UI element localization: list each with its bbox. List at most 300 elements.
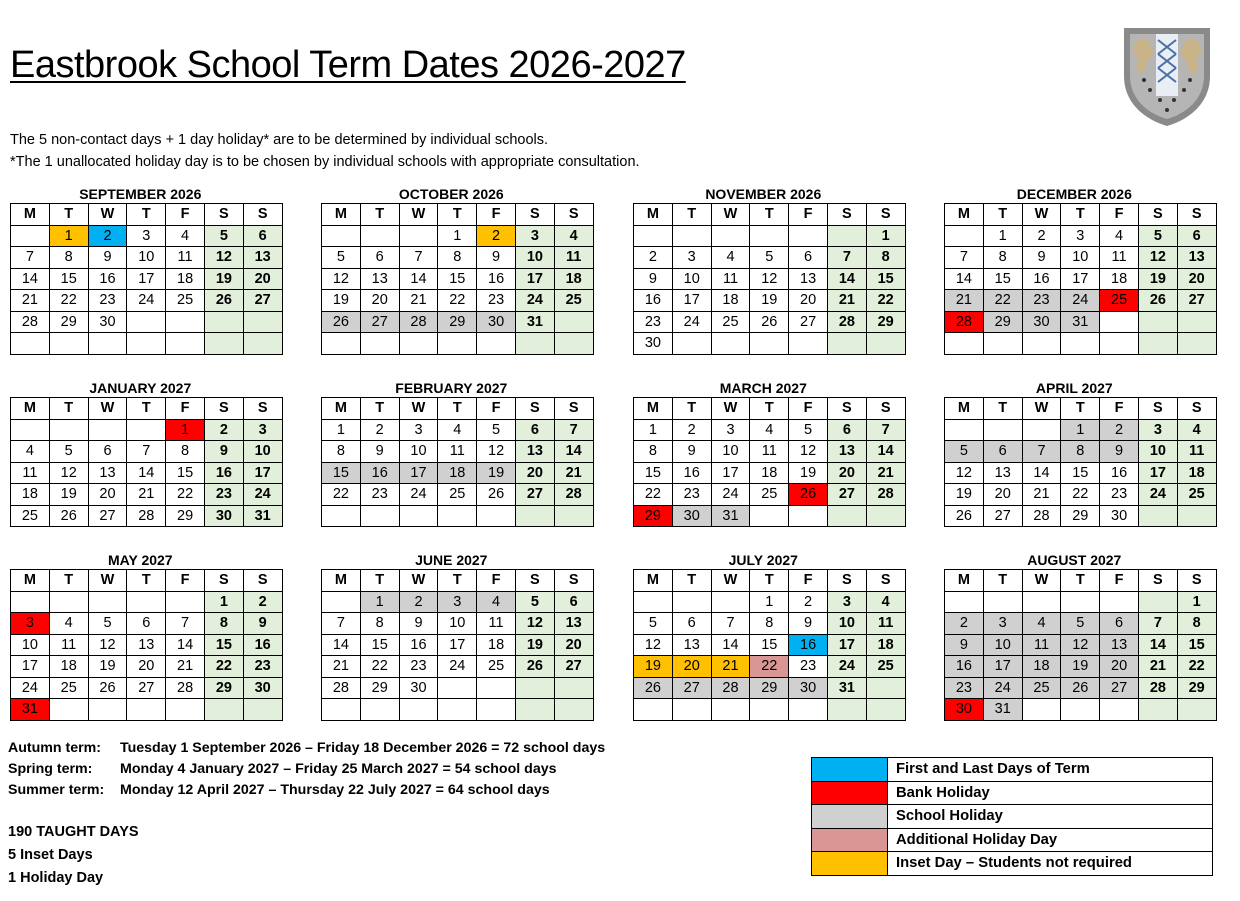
- empty-cell: [127, 699, 166, 721]
- day-cell: 15: [983, 268, 1022, 290]
- legend-swatch-additional-holiday: [812, 828, 888, 852]
- empty-cell: [945, 333, 984, 355]
- day-cell: 20: [243, 268, 282, 290]
- legend-row-bank-holiday: [812, 781, 1213, 805]
- empty-cell: [515, 699, 554, 721]
- day-cell: 18: [166, 268, 205, 290]
- day-cell: 4: [750, 419, 789, 441]
- day-cell: 5: [322, 247, 361, 269]
- day-cell: 2: [1022, 225, 1061, 247]
- day-cell: 9: [1100, 441, 1139, 463]
- day-cell: 24: [243, 484, 282, 506]
- day-cell: 14: [11, 268, 50, 290]
- day-cell: 18: [1177, 462, 1216, 484]
- day-cell: 21: [166, 656, 205, 678]
- empty-cell: [1138, 699, 1177, 721]
- day-cell: 23: [672, 484, 711, 506]
- page-title: Eastbrook School Term Dates 2026-2027: [10, 44, 686, 86]
- week-row: [945, 699, 1217, 721]
- empty-cell: [1100, 591, 1139, 613]
- day-cell: 4: [49, 613, 88, 635]
- weekday-header: S: [204, 204, 243, 226]
- day-cell: 7: [866, 419, 905, 441]
- inset-days: 5 Inset Days: [8, 847, 93, 863]
- legend-swatch-school-holiday: [812, 805, 888, 829]
- day-cell: 19: [750, 290, 789, 312]
- day-cell: 20: [1100, 656, 1139, 678]
- weekday-header: M: [634, 204, 673, 226]
- day-cell: 17: [243, 462, 282, 484]
- day-cell: 9: [945, 634, 984, 656]
- day-cell: 15: [438, 268, 477, 290]
- day-cell: 21: [711, 656, 750, 678]
- day-cell: 29: [204, 677, 243, 699]
- weekday-header-row: [634, 398, 906, 420]
- empty-cell: [711, 591, 750, 613]
- day-cell: 8: [322, 441, 361, 463]
- legend-label: Bank Holiday: [888, 781, 1213, 805]
- week-row: [634, 634, 906, 656]
- day-cell: 4: [1177, 419, 1216, 441]
- day-cell: 10: [827, 613, 866, 635]
- week-row: [945, 656, 1217, 678]
- day-cell: 18: [554, 268, 593, 290]
- day-cell: 23: [945, 677, 984, 699]
- day-cell: 6: [983, 441, 1022, 463]
- empty-cell: [477, 333, 516, 355]
- day-cell: 16: [477, 268, 516, 290]
- day-cell: 26: [789, 484, 828, 506]
- weekday-header: M: [634, 570, 673, 592]
- day-cell: 4: [166, 225, 205, 247]
- empty-cell: [515, 505, 554, 527]
- day-cell: 16: [204, 462, 243, 484]
- day-cell: 7: [127, 441, 166, 463]
- weekday-header: F: [1100, 570, 1139, 592]
- empty-cell: [166, 699, 205, 721]
- day-cell: 24: [11, 677, 50, 699]
- day-cell: 1: [204, 591, 243, 613]
- day-cell: 30: [672, 505, 711, 527]
- day-cell: 22: [360, 656, 399, 678]
- empty-cell: [1177, 699, 1216, 721]
- weekday-header: S: [1138, 398, 1177, 420]
- term-label: Summer term:: [8, 782, 105, 798]
- day-cell: 23: [360, 484, 399, 506]
- month-table: [944, 569, 1217, 721]
- weekday-header: S: [1138, 204, 1177, 226]
- day-cell: 6: [88, 441, 127, 463]
- week-row: [322, 311, 594, 333]
- empty-cell: [1022, 591, 1061, 613]
- week-row: [634, 333, 906, 355]
- empty-cell: [322, 333, 361, 355]
- day-cell: 2: [945, 613, 984, 635]
- school-crest-logo: [1120, 24, 1214, 128]
- term-summer: [8, 780, 605, 801]
- day-cell: 14: [1138, 634, 1177, 656]
- weekday-header: T: [438, 398, 477, 420]
- day-cell: 16: [88, 268, 127, 290]
- week-row: [322, 484, 594, 506]
- day-cell: 26: [49, 505, 88, 527]
- weekday-header: M: [322, 398, 361, 420]
- day-cell: 25: [438, 484, 477, 506]
- empty-cell: [49, 591, 88, 613]
- empty-cell: [322, 591, 361, 613]
- day-cell: 19: [477, 462, 516, 484]
- day-cell: 5: [634, 613, 673, 635]
- day-cell: 12: [634, 634, 673, 656]
- day-cell: 6: [515, 419, 554, 441]
- weekday-header-row: [322, 204, 594, 226]
- day-cell: 2: [789, 591, 828, 613]
- day-cell: 27: [554, 656, 593, 678]
- empty-cell: [866, 333, 905, 355]
- day-cell: 28: [127, 505, 166, 527]
- day-cell: 25: [1022, 677, 1061, 699]
- day-cell: 21: [1138, 656, 1177, 678]
- day-cell: 28: [166, 677, 205, 699]
- day-cell: 27: [1177, 290, 1216, 312]
- day-cell: 27: [127, 677, 166, 699]
- empty-cell: [477, 699, 516, 721]
- week-row: [11, 419, 283, 441]
- empty-cell: [866, 677, 905, 699]
- week-row: [945, 225, 1217, 247]
- day-cell: 27: [983, 505, 1022, 527]
- day-cell: 30: [634, 333, 673, 355]
- day-cell: 17: [672, 290, 711, 312]
- empty-cell: [983, 333, 1022, 355]
- weekday-header: T: [127, 398, 166, 420]
- day-cell: 19: [1061, 656, 1100, 678]
- week-row: [11, 290, 283, 312]
- week-row: [634, 656, 906, 678]
- empty-cell: [789, 225, 828, 247]
- day-cell: 16: [243, 634, 282, 656]
- week-row: [11, 225, 283, 247]
- weekday-header-row: [11, 398, 283, 420]
- weekday-header: S: [554, 570, 593, 592]
- empty-cell: [11, 333, 50, 355]
- weekday-header: S: [1177, 398, 1216, 420]
- empty-cell: [1138, 591, 1177, 613]
- empty-cell: [127, 311, 166, 333]
- day-cell: 15: [1061, 462, 1100, 484]
- weekday-header: W: [88, 398, 127, 420]
- month-title: OCTOBER 2026: [398, 186, 504, 202]
- month-table: [633, 569, 906, 721]
- weekday-header: T: [127, 570, 166, 592]
- month-title: SEPTEMBER 2026: [79, 186, 202, 202]
- day-cell: 12: [322, 268, 361, 290]
- day-cell: 14: [127, 462, 166, 484]
- day-cell: 9: [204, 441, 243, 463]
- empty-cell: [438, 505, 477, 527]
- day-cell: 18: [1100, 268, 1139, 290]
- day-cell: 12: [477, 441, 516, 463]
- month-table: [633, 397, 906, 527]
- weekday-header: W: [711, 570, 750, 592]
- week-row: [634, 268, 906, 290]
- day-cell: 8: [983, 247, 1022, 269]
- day-cell: 2: [399, 591, 438, 613]
- week-row: [322, 677, 594, 699]
- day-cell: 9: [88, 247, 127, 269]
- day-cell: 11: [1022, 634, 1061, 656]
- week-row: [634, 290, 906, 312]
- day-cell: 31: [711, 505, 750, 527]
- empty-cell: [827, 699, 866, 721]
- week-row: [11, 462, 283, 484]
- month-title: MAY 2027: [107, 552, 173, 568]
- day-cell: 10: [983, 634, 1022, 656]
- legend: [811, 757, 1213, 876]
- day-cell: 12: [88, 634, 127, 656]
- day-cell: 25: [11, 505, 50, 527]
- day-cell: 20: [1177, 268, 1216, 290]
- day-cell: 6: [1100, 613, 1139, 635]
- empty-cell: [127, 591, 166, 613]
- day-cell: 3: [1061, 225, 1100, 247]
- weekday-header: S: [515, 398, 554, 420]
- day-cell: 18: [438, 462, 477, 484]
- day-cell: 19: [88, 656, 127, 678]
- month-calendar: [944, 185, 1217, 355]
- day-cell: 28: [827, 311, 866, 333]
- empty-cell: [945, 591, 984, 613]
- month-table: [321, 569, 594, 721]
- weekday-header: S: [243, 398, 282, 420]
- month-table: [633, 203, 906, 355]
- weekday-header: S: [866, 204, 905, 226]
- day-cell: 1: [1061, 419, 1100, 441]
- weekday-header: W: [88, 204, 127, 226]
- weekday-header: F: [789, 398, 828, 420]
- day-cell: 22: [322, 484, 361, 506]
- weekday-header: T: [360, 204, 399, 226]
- day-cell: 25: [1100, 290, 1139, 312]
- weekday-header: F: [477, 398, 516, 420]
- empty-cell: [554, 699, 593, 721]
- weekday-header-row: [322, 398, 594, 420]
- day-cell: 7: [945, 247, 984, 269]
- weekday-header: S: [1138, 570, 1177, 592]
- empty-cell: [322, 505, 361, 527]
- day-cell: 7: [1022, 441, 1061, 463]
- day-cell: 10: [1138, 441, 1177, 463]
- empty-cell: [672, 333, 711, 355]
- empty-cell: [438, 699, 477, 721]
- day-cell: 28: [554, 484, 593, 506]
- week-row: [11, 699, 283, 721]
- day-cell: 30: [945, 699, 984, 721]
- day-cell: 12: [1061, 634, 1100, 656]
- empty-cell: [634, 591, 673, 613]
- empty-cell: [945, 419, 984, 441]
- day-cell: 31: [983, 699, 1022, 721]
- day-cell: 9: [477, 247, 516, 269]
- term-label: Spring term:: [8, 761, 93, 777]
- empty-cell: [711, 699, 750, 721]
- day-cell: 6: [789, 247, 828, 269]
- week-row: [322, 462, 594, 484]
- empty-cell: [88, 333, 127, 355]
- weekday-header-row: [945, 570, 1217, 592]
- day-cell: 5: [515, 591, 554, 613]
- day-cell: 10: [399, 441, 438, 463]
- day-cell: 13: [983, 462, 1022, 484]
- empty-cell: [789, 505, 828, 527]
- empty-cell: [554, 505, 593, 527]
- empty-cell: [634, 699, 673, 721]
- empty-cell: [1061, 699, 1100, 721]
- weekday-header: T: [983, 570, 1022, 592]
- day-cell: 13: [88, 462, 127, 484]
- day-cell: 2: [634, 247, 673, 269]
- term-autumn: [8, 738, 605, 759]
- day-cell: 27: [672, 677, 711, 699]
- empty-cell: [360, 505, 399, 527]
- day-cell: 24: [515, 290, 554, 312]
- weekday-header: S: [827, 204, 866, 226]
- day-cell: 25: [477, 656, 516, 678]
- day-cell: 30: [789, 677, 828, 699]
- day-cell: 1: [1177, 591, 1216, 613]
- month-calendar: [633, 551, 906, 721]
- day-cell: 14: [1022, 462, 1061, 484]
- month-table: [10, 203, 283, 355]
- week-row: [11, 333, 283, 355]
- day-cell: 18: [1022, 656, 1061, 678]
- month-title: APRIL 2027: [1035, 380, 1113, 396]
- day-cell: 13: [1100, 634, 1139, 656]
- day-cell: 3: [399, 419, 438, 441]
- legend-label: School Holiday: [888, 805, 1213, 829]
- day-cell: 22: [750, 656, 789, 678]
- empty-cell: [1022, 699, 1061, 721]
- empty-cell: [360, 333, 399, 355]
- day-cell: 15: [1177, 634, 1216, 656]
- weekday-header: S: [1177, 204, 1216, 226]
- week-row: [945, 333, 1217, 355]
- day-cell: 21: [554, 462, 593, 484]
- day-cell: 14: [166, 634, 205, 656]
- day-cell: 1: [866, 225, 905, 247]
- weekday-header: F: [166, 204, 205, 226]
- day-cell: 16: [945, 656, 984, 678]
- day-cell: 11: [554, 247, 593, 269]
- day-cell: 5: [1138, 225, 1177, 247]
- day-cell: 29: [166, 505, 205, 527]
- day-cell: 22: [866, 290, 905, 312]
- day-cell: 2: [204, 419, 243, 441]
- legend-row-first-last: [812, 758, 1213, 782]
- day-cell: 18: [477, 634, 516, 656]
- day-cell: 13: [243, 247, 282, 269]
- week-row: [11, 656, 283, 678]
- empty-cell: [322, 699, 361, 721]
- day-cell: 10: [672, 268, 711, 290]
- day-cell: 11: [866, 613, 905, 635]
- empty-cell: [88, 699, 127, 721]
- note-non-contact-days: The 5 non-contact days + 1 day holiday* are to be determined by individual schools.: [10, 132, 549, 148]
- empty-cell: [1061, 333, 1100, 355]
- day-cell: 19: [515, 634, 554, 656]
- empty-cell: [243, 311, 282, 333]
- day-cell: 12: [750, 268, 789, 290]
- empty-cell: [983, 591, 1022, 613]
- legend-label: First and Last Days of Term: [888, 758, 1213, 782]
- day-cell: 19: [322, 290, 361, 312]
- empty-cell: [1022, 333, 1061, 355]
- week-row: [634, 462, 906, 484]
- day-cell: 13: [789, 268, 828, 290]
- weekday-header: T: [983, 204, 1022, 226]
- empty-cell: [711, 333, 750, 355]
- day-cell: 27: [88, 505, 127, 527]
- month-title: JUNE 2027: [415, 552, 488, 568]
- empty-cell: [827, 505, 866, 527]
- week-row: [945, 462, 1217, 484]
- legend-swatch-first-last: [812, 758, 888, 782]
- day-cell: 20: [672, 656, 711, 678]
- day-cell: 12: [1138, 247, 1177, 269]
- weekday-header: T: [750, 570, 789, 592]
- empty-cell: [1100, 699, 1139, 721]
- day-cell: 11: [750, 441, 789, 463]
- day-cell: 18: [750, 462, 789, 484]
- day-cell: 13: [127, 634, 166, 656]
- weekday-header: M: [11, 398, 50, 420]
- day-cell: 25: [166, 290, 205, 312]
- weekday-header: F: [789, 204, 828, 226]
- day-cell: 6: [1177, 225, 1216, 247]
- day-cell: 4: [866, 591, 905, 613]
- month-title: JULY 2027: [728, 552, 798, 568]
- day-cell: 5: [789, 419, 828, 441]
- day-cell: 24: [711, 484, 750, 506]
- day-cell: 1: [322, 419, 361, 441]
- day-cell: 3: [11, 613, 50, 635]
- empty-cell: [204, 311, 243, 333]
- empty-cell: [750, 505, 789, 527]
- week-row: [634, 699, 906, 721]
- day-cell: 6: [827, 419, 866, 441]
- empty-cell: [11, 419, 50, 441]
- day-cell: 23: [204, 484, 243, 506]
- day-cell: 23: [1022, 290, 1061, 312]
- empty-cell: [827, 225, 866, 247]
- day-cell: 31: [515, 311, 554, 333]
- day-cell: 31: [11, 699, 50, 721]
- day-cell: 23: [634, 311, 673, 333]
- day-cell: 14: [399, 268, 438, 290]
- weekday-header: W: [399, 570, 438, 592]
- empty-cell: [1138, 505, 1177, 527]
- day-cell: 10: [243, 441, 282, 463]
- day-cell: 2: [477, 225, 516, 247]
- empty-cell: [243, 333, 282, 355]
- day-cell: 1: [166, 419, 205, 441]
- day-cell: 5: [204, 225, 243, 247]
- day-cell: 7: [711, 613, 750, 635]
- weekday-header: F: [789, 570, 828, 592]
- empty-cell: [11, 591, 50, 613]
- empty-cell: [127, 333, 166, 355]
- empty-cell: [515, 333, 554, 355]
